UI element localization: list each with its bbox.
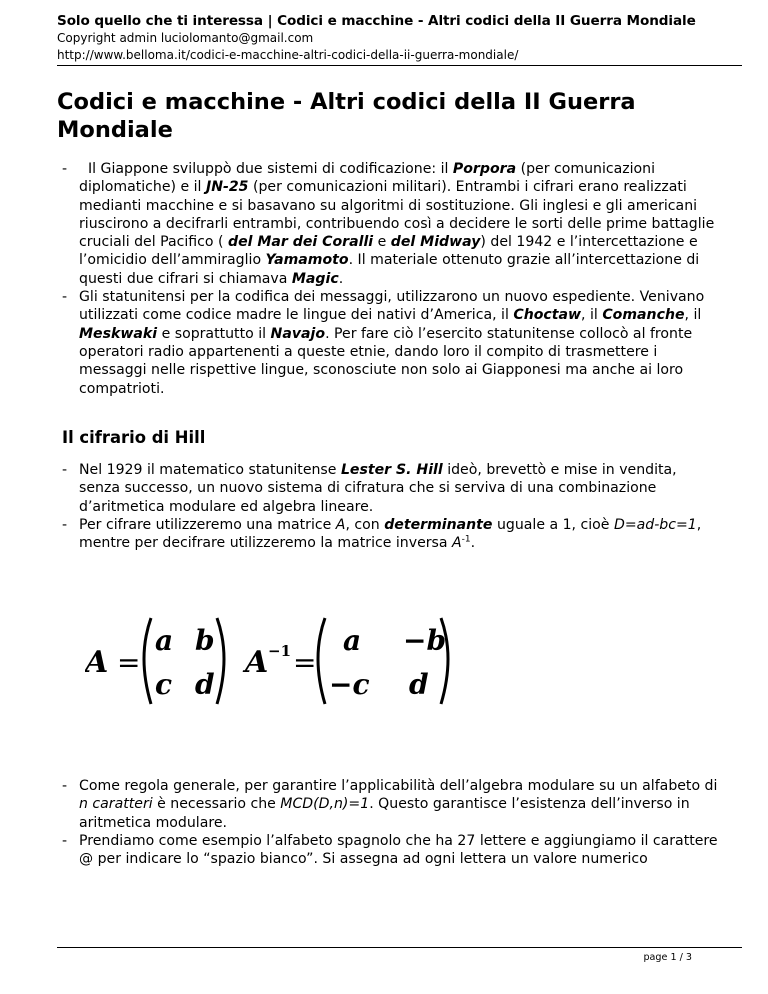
list-item: - Prendiamo come esempio l’alfabeto spagnolo che ha 27 lettere e aggiungiamo il carattere @ per indicare lo “spazio bianco”. Si assegna ad ogni lettera un valore numerico: [62, 832, 718, 868]
bullet-dash: -: [62, 516, 68, 533]
header-divider: [57, 65, 742, 66]
list-item: - Il Giappone sviluppò due sistemi di codificazione: il Porpora (per comunicazioni diplomatiche) e il JN-25 (per comunicazioni militari). Entrambi i cifrari erano realizzati medianti macchine e si basavano su algoritmi di sostituzione. Gli inglesi e gli americani riuscirono a decifrarli entrambi, contribuendo così a decidere le sorti delle prime battaglie cruciali del Pacifico ( del Mar dei Coralli e del Midway) del 1942 e l’intercettazione e l’omicidio dell’ammiraglio Yamamoto. Il materiale ottenuto grazie all’intercettazione di questi due cifrari si chiamava Magic.: [62, 161, 715, 287]
emphasis: Choctaw: [513, 307, 582, 324]
equals-sign: =: [293, 646, 317, 679]
bullet-dash: -: [62, 161, 68, 177]
emphasis: Meskwaki: [79, 325, 158, 342]
emphasis: Porpora: [452, 161, 517, 177]
header-url[interactable]: http://www.belloma.it/codici-e-macchine-altri-codici-della-ii-guerra-mondiale/: [57, 48, 519, 62]
emphasis: Lester S. Hill: [340, 462, 443, 478]
matrix-cell: b: [195, 624, 215, 657]
matrix-label: A: [85, 645, 109, 680]
emphasis: Yamamoto: [265, 252, 349, 269]
right-paren: [217, 618, 224, 704]
matrix-cell: a: [155, 624, 174, 657]
matrix-cell: c: [155, 668, 173, 701]
header-title: Solo quello che ti interessa | Codici e macchine - Altri codici della II Guerra Mondiale: [57, 13, 696, 29]
matrix-formula: [85, 612, 465, 712]
left-paren: [318, 618, 325, 704]
left-paren: [144, 618, 151, 704]
bullet-dash: -: [62, 462, 68, 478]
emphasis: Magic: [291, 270, 339, 287]
page-number: page 1 / 3: [643, 952, 692, 963]
list-item: - Come regola generale, per garantire l’applicabilità dell’algebra modulare su un alfabeto di n caratteri è necessario che MCD(D,n)=1. Questo garantisce l’esistenza dell’inverso in aritmetica modulare.: [62, 778, 718, 831]
emphasis: Comanche: [602, 307, 685, 324]
hill-list-2: [62, 777, 722, 868]
list-item: - Gli statunitensi per la codifica dei messaggi, utilizzarono un nuovo espediente. Venivano utilizzati come codice madre le lingue dei nativi d’America, il Choctaw, il Comanche, il Meskwaki e soprattutto il Navajo. Per fare ciò l’esercito statunitense collocò al fronte operatori radio appartenenti a queste etnie, dando loro il compito di trasmettere i messaggi nelle rispettive lingue, sconosciute non solo ai Giapponesi ma anche ai loro compatrioti.: [62, 289, 705, 397]
bullet-dash: -: [62, 832, 68, 849]
matrix-label: A: [245, 645, 269, 680]
footer-divider: [57, 947, 742, 948]
section-heading: Il cifrario di Hill: [62, 428, 206, 447]
bullet-dash: -: [62, 778, 68, 794]
emphasis: del Midway: [390, 234, 481, 251]
equals-sign: =: [117, 646, 141, 679]
list-item: - Per cifrare utilizzeremo una matrice A, con determinante uguale a 1, cioè D=ad-bc=1, mentre per decifrare utilizzeremo la matrice inversa $A^{-1}$.: [62, 516, 702, 552]
emphasis: JN-25: [205, 179, 249, 196]
intro-list: [62, 160, 722, 398]
matrix-cell: −b: [403, 624, 447, 657]
emphasis: determinante: [384, 516, 493, 533]
header-copyright: Copyright admin luciolomanto@gmail.com: [57, 31, 314, 45]
emphasis: del Mar dei Coralli: [227, 234, 374, 251]
matrix-cell: d: [195, 668, 215, 701]
hill-list-1: [62, 461, 722, 552]
page-header: [57, 12, 742, 64]
bullet-dash: -: [62, 289, 68, 306]
inverse-exponent: −1: [268, 642, 292, 660]
matrix-cell: a: [343, 624, 362, 657]
list-item: - Nel 1929 il matematico statunitense Lester S. Hill ideò, brevettò e mise in vendita, senza successo, un nuovo sistema di cifratura che si serviva di una combinazione d’aritmetica modulare ed algebra lineare.: [62, 462, 677, 515]
matrix-cell: d: [409, 668, 429, 701]
page-title: Codici e macchine - Altri codici della II Guerra Mondiale: [57, 89, 636, 143]
emphasis: Navajo: [270, 325, 326, 342]
matrix-cell: −c: [329, 668, 370, 701]
